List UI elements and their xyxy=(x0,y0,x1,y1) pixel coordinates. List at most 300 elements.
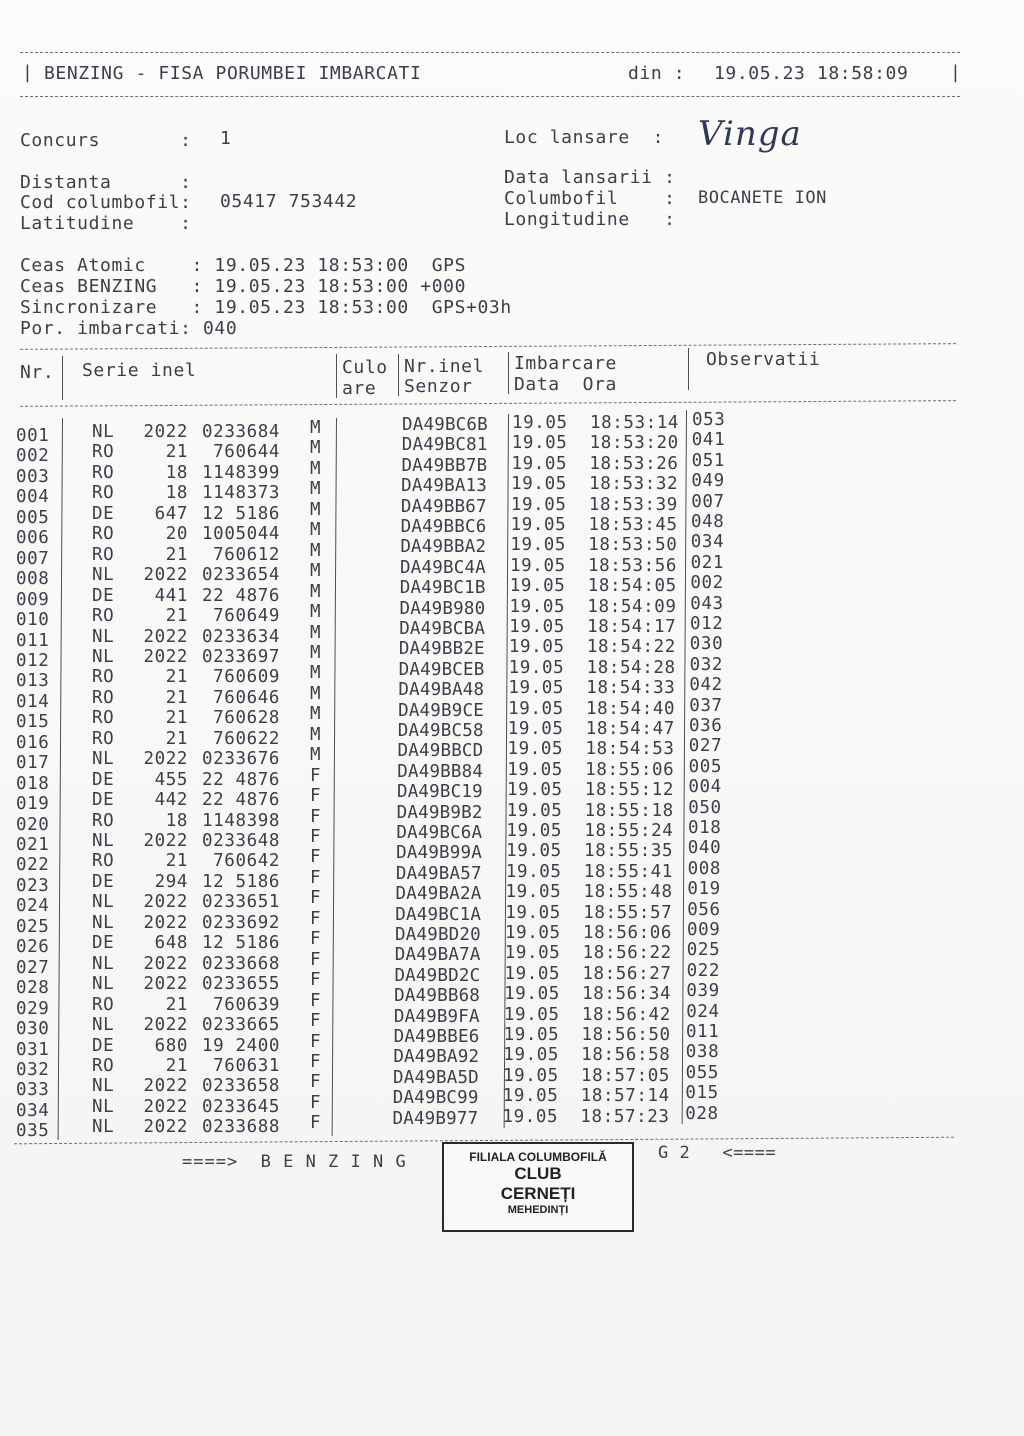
ring-number: 22 4876 xyxy=(202,769,280,790)
sex-code: F xyxy=(310,929,322,950)
observation: 041 xyxy=(691,430,726,451)
ring-number: 1148398 xyxy=(202,810,280,831)
longitudine-label: Longitudine : xyxy=(504,209,676,230)
row-number: 007 xyxy=(16,548,50,569)
ring-number: 0233634 xyxy=(202,626,280,647)
ring-year: 2022 xyxy=(143,749,188,770)
observation: 049 xyxy=(691,471,725,492)
ring-year: 648 xyxy=(154,933,188,954)
sex-code: M xyxy=(310,418,322,438)
ring-number: 12 5186 xyxy=(202,871,280,892)
ring-year: 21 xyxy=(165,667,188,688)
sex-code: M xyxy=(310,724,322,745)
observation: 022 xyxy=(686,960,721,981)
sensor-ring: DA49BA2A xyxy=(395,884,482,905)
concurs-value: 1 xyxy=(220,128,232,149)
sex-code: M xyxy=(310,602,322,623)
ring-year: 21 xyxy=(165,606,188,627)
ring-country: NL xyxy=(92,974,115,995)
sex-code: M xyxy=(310,581,322,602)
header-bottom-rule xyxy=(20,96,960,97)
col-nr-header: Nr. xyxy=(20,362,55,383)
ring-number: 760642 xyxy=(213,851,280,872)
col-nr-inel-header-2: Senzor xyxy=(404,376,473,397)
sex-code: F xyxy=(310,1031,322,1052)
ring-number: 12 5186 xyxy=(202,933,280,954)
embark-datetime: 19.05 18:54:17 xyxy=(509,617,677,637)
ring-country: RO xyxy=(92,728,115,749)
sex-code: M xyxy=(310,745,322,766)
sensor-ring: DA49BB84 xyxy=(397,761,484,782)
sensor-ring: DA49BC19 xyxy=(396,782,483,803)
embark-datetime: 19.05 18:54:09 xyxy=(509,596,677,617)
ring-number: 760609 xyxy=(213,667,280,688)
ring-year: 18 xyxy=(165,462,188,483)
ring-number: 22 4876 xyxy=(202,790,280,811)
ring-year: 21 xyxy=(165,728,188,749)
ring-number: 0233655 xyxy=(202,974,280,995)
ring-number: 760646 xyxy=(213,687,280,708)
ring-year: 2022 xyxy=(143,831,188,851)
sex-code: F xyxy=(310,867,322,888)
row-number: 035 xyxy=(16,1121,50,1142)
sensor-ring: DA49BB67 xyxy=(400,496,487,517)
header-divider-3 xyxy=(398,354,399,396)
col-observatii-header: Observatii xyxy=(706,349,821,370)
embark-datetime: 19.05 18:56:34 xyxy=(504,984,672,1005)
ring-year: 441 xyxy=(154,585,188,606)
row-number: 022 xyxy=(16,855,50,876)
embark-datetime: 19.05 18:55:06 xyxy=(507,759,675,780)
ring-year: 294 xyxy=(154,871,188,892)
row-number: 005 xyxy=(16,507,50,528)
ring-number: 1005044 xyxy=(202,524,280,545)
header-divider-4 xyxy=(508,352,509,394)
sex-code: F xyxy=(310,786,322,807)
embark-datetime: 19.05 18:54:22 xyxy=(508,637,676,658)
embark-datetime: 19.05 18:55:35 xyxy=(506,841,674,862)
row-number: 010 xyxy=(16,610,50,631)
row-number: 032 xyxy=(16,1059,50,1080)
sensor-ring: DA49BA7A xyxy=(394,945,481,966)
concurs-label: Concurs : xyxy=(20,130,192,151)
ring-country: DE xyxy=(92,1035,115,1056)
embark-datetime: 19.05 18:56:27 xyxy=(504,963,672,984)
ring-number: 0233676 xyxy=(202,749,280,770)
sensor-ring: DA49BBE6 xyxy=(393,1027,480,1047)
sex-code: M xyxy=(310,663,322,684)
sensor-ring: DA49BC99 xyxy=(392,1088,479,1109)
observation: 008 xyxy=(687,858,722,879)
ring-number: 760622 xyxy=(213,728,280,749)
sex-code: M xyxy=(310,499,322,520)
ring-number: 760644 xyxy=(213,442,280,463)
ring-number: 0233668 xyxy=(202,953,280,974)
ceas-atomic-line: Ceas Atomic : 19.05.23 18:53:00 GPS xyxy=(20,255,467,276)
row-number: 001 xyxy=(16,426,50,446)
ring-year: 18 xyxy=(165,483,188,504)
ring-number: 0233688 xyxy=(202,1117,280,1138)
ring-country: RO xyxy=(92,667,115,688)
col-imbarcare-header-2: Data Ora xyxy=(514,374,617,395)
sex-code: F xyxy=(310,949,322,970)
row-number: 020 xyxy=(16,814,50,835)
ring-country: NL xyxy=(92,1076,115,1097)
ring-country: RO xyxy=(92,462,115,483)
distanta-label: Distanta : xyxy=(20,172,192,193)
club-stamp xyxy=(442,1142,634,1232)
embark-datetime: 19.05 18:55:18 xyxy=(506,800,674,821)
ring-country: RO xyxy=(92,442,115,463)
ring-number: 0233658 xyxy=(202,1076,280,1097)
porumbei-imbarcati-line: Por. imbarcati: 040 xyxy=(20,318,238,339)
sensor-ring: DA49BC6B xyxy=(402,415,488,435)
sincronizare-line: Sincronizare : 19.05.23 18:53:00 GPS+03h xyxy=(20,297,512,318)
ring-number: 760628 xyxy=(213,708,280,729)
ring-number: 760612 xyxy=(213,544,280,565)
sensor-ring: DA49BA48 xyxy=(398,680,485,701)
sensor-ring: DA49BD20 xyxy=(395,925,481,945)
table-header-bottom-rule xyxy=(20,400,956,407)
sex-code: F xyxy=(310,847,322,868)
header-divider-1 xyxy=(62,356,63,400)
sex-code: F xyxy=(310,970,322,991)
row-number: 009 xyxy=(16,589,50,610)
embark-datetime: 19.05 18:55:41 xyxy=(505,861,673,882)
row-number: 024 xyxy=(16,896,50,917)
stamp-line-2: CLUB xyxy=(514,1164,562,1183)
ring-country: NL xyxy=(92,912,115,933)
ring-country: RO xyxy=(92,810,115,831)
ring-country: NL xyxy=(92,749,115,770)
embark-datetime: 19.05 18:57:14 xyxy=(502,1086,670,1107)
observation: 027 xyxy=(688,736,723,757)
embark-datetime: 19.05 18:54:40 xyxy=(508,698,676,719)
data-lansarii-label: Data lansarii : xyxy=(504,167,676,188)
ring-year: 18 xyxy=(165,810,188,831)
columbofil-label: Columbofil : xyxy=(504,188,676,209)
sex-code: F xyxy=(310,1072,322,1093)
observation: 056 xyxy=(687,899,721,920)
observation: 019 xyxy=(687,879,721,900)
stamp-line-1: FILIALA COLUMBOFILĂ xyxy=(469,1150,607,1164)
row-number: 018 xyxy=(16,773,50,794)
embark-datetime: 19.05 18:53:20 xyxy=(511,433,679,454)
observation: 015 xyxy=(685,1083,719,1104)
ring-year: 21 xyxy=(165,708,188,729)
embark-datetime: 19.05 18:55:48 xyxy=(505,882,673,903)
ring-country: NL xyxy=(92,1015,115,1036)
cod-columbofil-value: 05417 753442 xyxy=(220,191,358,212)
embark-datetime: 19.05 18:53:50 xyxy=(510,535,678,556)
observation: 011 xyxy=(686,1022,720,1042)
sex-code: M xyxy=(310,438,322,459)
embark-datetime: 19.05 18:55:24 xyxy=(506,821,674,841)
sex-code: F xyxy=(310,888,322,909)
ring-number: 760639 xyxy=(213,994,280,1015)
embark-datetime: 19.05 18:54:28 xyxy=(508,657,676,678)
ring-year: 455 xyxy=(154,769,188,790)
ring-year: 20 xyxy=(165,524,188,545)
observation: 028 xyxy=(685,1103,719,1124)
ring-year: 21 xyxy=(165,851,188,872)
embark-datetime: 19.05 18:53:14 xyxy=(512,413,680,433)
observation: 048 xyxy=(691,512,725,532)
row-number: 002 xyxy=(16,446,50,467)
ring-year: 2022 xyxy=(143,1096,188,1117)
col-culoare-header-1: Culo xyxy=(342,357,388,378)
ring-country: RO xyxy=(92,687,115,708)
ring-country: NL xyxy=(92,626,115,647)
embark-datetime: 19.05 18:57:23 xyxy=(502,1106,670,1127)
row-number: 025 xyxy=(16,916,50,937)
col-nr-inel-header-1: Nr.inel xyxy=(404,356,485,377)
embark-datetime: 19.05 18:55:57 xyxy=(505,902,673,923)
row-number: 027 xyxy=(16,957,50,978)
ring-number: 1148399 xyxy=(202,462,280,483)
header-left-bar: | xyxy=(22,62,34,83)
ring-year: 2022 xyxy=(143,422,188,442)
sensor-ring: DA49BC1A xyxy=(395,904,482,925)
embark-datetime: 19.05 18:56:06 xyxy=(505,923,673,943)
observation: 039 xyxy=(686,981,720,1002)
row-number: 019 xyxy=(16,794,50,815)
row-number: 012 xyxy=(16,650,50,671)
ring-year: 2022 xyxy=(143,1015,188,1036)
sex-code: F xyxy=(310,827,322,847)
ring-year: 647 xyxy=(154,503,188,524)
row-number: 015 xyxy=(16,712,50,733)
sex-code: M xyxy=(310,479,322,500)
embark-datetime: 19.05 18:56:58 xyxy=(503,1045,671,1066)
row-number: 004 xyxy=(16,487,50,508)
ceas-benzing-line: Ceas BENZING : 19.05.23 18:53:00 +000 xyxy=(20,276,467,297)
ring-year: 2022 xyxy=(143,892,188,913)
row-number: 014 xyxy=(16,691,50,712)
sex-code: M xyxy=(310,540,322,561)
sensor-ring: DA49BC58 xyxy=(397,721,484,741)
ring-country: NL xyxy=(92,953,115,974)
sensor-ring: DA49BD2C xyxy=(394,965,481,986)
ring-number: 0233684 xyxy=(202,422,280,442)
ring-country: RO xyxy=(92,994,115,1015)
row-number: 003 xyxy=(16,466,50,487)
ring-number: 0233654 xyxy=(202,565,280,586)
observation: 030 xyxy=(689,634,724,655)
embark-datetime: 19.05 18:56:22 xyxy=(504,943,672,964)
row-number: 017 xyxy=(16,753,50,774)
observation: 021 xyxy=(690,552,725,573)
ring-country: DE xyxy=(92,585,115,606)
ring-year: 2022 xyxy=(143,953,188,974)
sensor-ring: DA49BB68 xyxy=(394,986,481,1007)
embark-datetime: 19.05 18:53:56 xyxy=(510,555,678,576)
ring-country: DE xyxy=(92,933,115,954)
sex-code: F xyxy=(310,765,322,786)
sensor-ring: DA49BC4A xyxy=(400,557,486,578)
footer-benzing: ====> B E N Z I N G xyxy=(182,1152,407,1172)
sex-code: M xyxy=(310,622,322,643)
embark-datetime: 19.05 18:53:26 xyxy=(511,453,679,474)
ring-country: RO xyxy=(92,544,115,565)
sensor-ring: DA49BB2E xyxy=(398,639,485,660)
sex-code: F xyxy=(310,806,322,827)
observation: 012 xyxy=(690,614,724,634)
embark-datetime: 19.05 18:53:39 xyxy=(510,494,678,515)
ring-number: 760631 xyxy=(213,1055,280,1076)
sensor-ring: DA49BCEB xyxy=(398,659,485,680)
sex-code: F xyxy=(310,990,322,1011)
row-number: 006 xyxy=(16,528,50,549)
row-number: 023 xyxy=(16,875,50,896)
ring-country: NL xyxy=(92,892,115,913)
ring-country: DE xyxy=(92,503,115,524)
sensor-ring: DA49B977 xyxy=(392,1108,479,1129)
embark-datetime: 19.05 18:54:33 xyxy=(508,678,676,699)
observation: 036 xyxy=(689,716,723,736)
sex-code: M xyxy=(310,642,322,663)
din-label: din : xyxy=(628,63,686,84)
ring-year: 2022 xyxy=(143,646,188,667)
sensor-ring: DA49BB7B xyxy=(401,455,488,476)
embark-datetime: 19.05 18:56:42 xyxy=(503,1004,671,1025)
sex-code: F xyxy=(310,908,322,929)
din-timestamp: 19.05.23 18:58:09 xyxy=(714,63,909,84)
embark-datetime: 19.05 18:53:45 xyxy=(510,515,678,535)
embark-datetime: 19.05 18:54:53 xyxy=(507,739,675,760)
row-number: 026 xyxy=(16,937,50,958)
stamp-line-3: CERNEȚI xyxy=(500,1184,576,1203)
observation: 009 xyxy=(687,920,721,940)
ring-year: 2022 xyxy=(143,974,188,995)
sensor-ring: DA49B99A xyxy=(396,843,482,864)
row-number: 021 xyxy=(16,835,50,855)
ring-year: 680 xyxy=(154,1035,188,1056)
observation: 005 xyxy=(688,756,723,777)
sensor-ring: DA49B9FA xyxy=(393,1006,480,1027)
ring-country: DE xyxy=(92,790,115,811)
ring-country: DE xyxy=(92,769,115,790)
col-culoare-header-2: are xyxy=(342,378,377,399)
ring-number: 22 4876 xyxy=(202,585,280,606)
observation: 053 xyxy=(692,410,726,430)
header-divider-2 xyxy=(336,354,337,398)
ring-year: 2022 xyxy=(143,912,188,933)
ring-country: NL xyxy=(92,1117,115,1138)
observation: 018 xyxy=(688,818,722,838)
ring-number: 0233665 xyxy=(202,1015,280,1036)
observation: 032 xyxy=(689,654,724,675)
ring-country: NL xyxy=(92,646,115,667)
row-number: 030 xyxy=(16,1019,50,1040)
row-number: 033 xyxy=(16,1080,50,1101)
footer-page: G 2 <==== xyxy=(658,1143,777,1163)
observation: 034 xyxy=(690,532,725,553)
cod-columbofil-label: Cod columbofil: xyxy=(20,192,192,213)
sensor-ring: DA49BA92 xyxy=(393,1047,480,1068)
ring-year: 2022 xyxy=(143,626,188,647)
ring-year: 21 xyxy=(165,994,188,1015)
header-top-rule xyxy=(20,52,960,53)
sensor-ring: DA49BBC6 xyxy=(400,517,487,537)
row-number: 034 xyxy=(16,1100,50,1121)
sensor-ring: DA49BA13 xyxy=(401,476,488,497)
observation: 040 xyxy=(687,838,722,859)
ring-country: RO xyxy=(92,708,115,729)
loc-lansare-label: Loc lansare : xyxy=(504,127,665,148)
sensor-ring: DA49B9CE xyxy=(398,700,484,721)
sensor-ring: DA49BA57 xyxy=(395,863,482,884)
ring-country: RO xyxy=(92,483,115,504)
ring-year: 2022 xyxy=(143,565,188,586)
embark-datetime: 19.05 18:57:05 xyxy=(503,1065,671,1086)
ring-country: NL xyxy=(92,1096,115,1117)
ring-number: 19 2400 xyxy=(202,1035,280,1056)
header-divider-5 xyxy=(688,348,689,390)
header-right-bar: | xyxy=(950,62,962,83)
sensor-ring: DA49B9B2 xyxy=(396,802,483,823)
loc-lansare-handwritten: Vinga xyxy=(698,114,802,154)
observation: 007 xyxy=(691,491,725,512)
ring-number: 0233697 xyxy=(202,646,280,667)
sex-code: F xyxy=(310,1113,322,1134)
col-imbarcare-header-1: Imbarcare xyxy=(514,353,617,374)
observation: 024 xyxy=(686,1001,720,1022)
ring-number: 0233651 xyxy=(202,892,280,913)
ring-number: 1148373 xyxy=(202,483,280,504)
sensor-ring: DA49BC6A xyxy=(396,823,483,843)
ring-country: RO xyxy=(92,1055,115,1076)
ring-country: DE xyxy=(92,871,115,892)
ring-number: 12 5186 xyxy=(202,503,280,524)
ring-year: 21 xyxy=(165,1055,188,1076)
sensor-ring: DA49BBA2 xyxy=(400,537,487,558)
sex-code: F xyxy=(310,1092,322,1113)
row-number: 008 xyxy=(16,569,50,590)
ring-year: 21 xyxy=(165,442,188,463)
observation: 038 xyxy=(685,1042,720,1063)
observation: 050 xyxy=(688,797,722,818)
sex-code: M xyxy=(310,458,322,479)
sex-code: F xyxy=(310,1051,322,1072)
observation: 004 xyxy=(688,777,722,798)
observation: 025 xyxy=(686,940,721,961)
row-number: 013 xyxy=(16,671,50,692)
observation: 042 xyxy=(689,675,723,696)
sensor-ring: DA49BA5D xyxy=(393,1067,479,1088)
embark-datetime: 19.05 18:56:50 xyxy=(503,1025,671,1045)
observation: 055 xyxy=(685,1062,720,1083)
sensor-ring: DA49BCBA xyxy=(399,619,486,639)
columbofil-value: BOCANETE ION xyxy=(698,188,827,208)
ring-year: 21 xyxy=(165,544,188,565)
embark-datetime: 19.05 18:54:47 xyxy=(507,719,675,739)
sensor-ring: DA49B980 xyxy=(399,598,486,619)
stamp-line-4: MEHEDINȚI xyxy=(507,1204,569,1216)
row-number: 016 xyxy=(16,732,50,753)
sex-code: M xyxy=(310,704,322,725)
observation: 037 xyxy=(689,695,723,716)
ring-number: 0233692 xyxy=(202,912,280,933)
sex-code: F xyxy=(310,1011,322,1032)
sensor-ring: DA49BC1B xyxy=(399,578,486,599)
ring-country: RO xyxy=(92,606,115,627)
ring-year: 2022 xyxy=(143,1076,188,1097)
observation: 051 xyxy=(691,450,726,471)
sensor-ring: DA49BC81 xyxy=(401,435,488,456)
page-title: BENZING - FISA PORUMBEI IMBARCATI xyxy=(44,63,422,84)
ring-country: RO xyxy=(92,851,115,872)
